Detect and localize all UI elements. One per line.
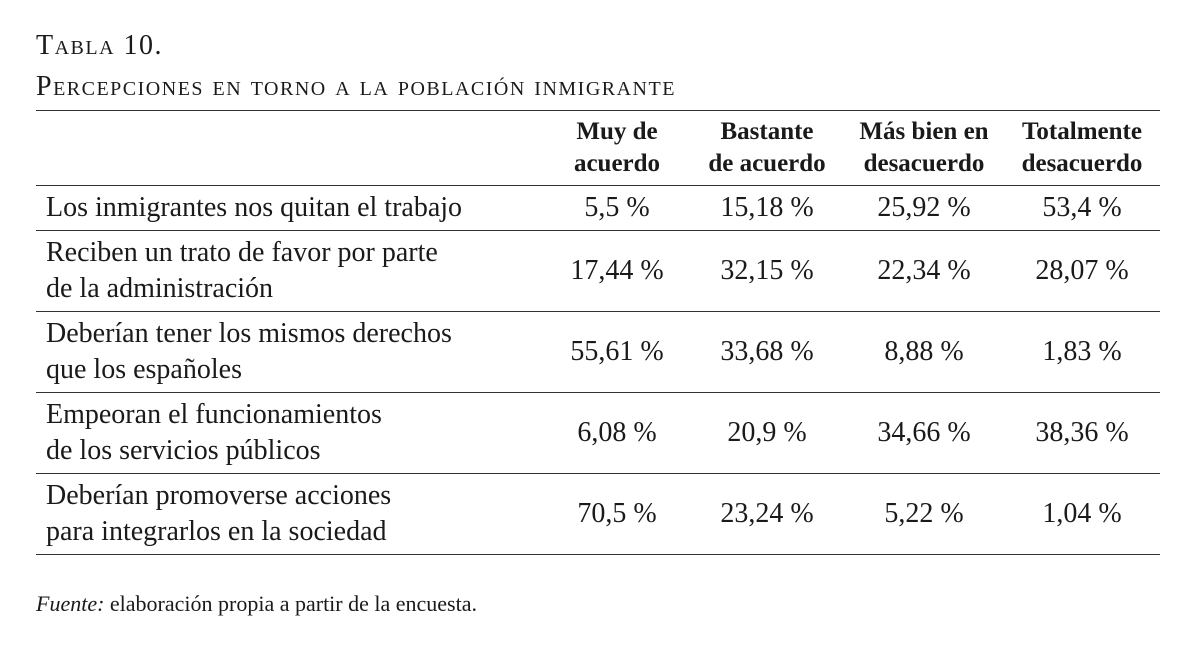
cell-bastante-de-acuerdo: 20,9 % <box>727 417 807 448</box>
cell-bastante-de-acuerdo: 32,15 % <box>720 255 814 286</box>
table-row <box>36 474 1160 555</box>
header-mas-bien-en-desacuerdo: Más bien en desacuerdo <box>859 118 989 177</box>
cell-mas-bien-en-desacuerdo: 22,34 % <box>877 255 971 286</box>
cell-mas-bien-en-desacuerdo: 25,92 % <box>877 192 971 223</box>
cell-bastante-de-acuerdo: 33,68 % <box>720 336 814 367</box>
cell-totalmente-desacuerdo: 28,07 % <box>1035 255 1129 286</box>
row-label: Los inmigrantes nos quitan el trabajo <box>46 192 463 223</box>
header-bastante-de-acuerdo: Bastante de acuerdo <box>708 118 826 177</box>
cell-muy-de-acuerdo: 55,61 % <box>570 336 664 367</box>
row-label: Deberían tener los mismos derechos que los españoles <box>46 318 452 385</box>
cell-bastante-de-acuerdo: 23,24 % <box>720 498 814 529</box>
perceptions-table <box>36 110 1160 555</box>
cell-totalmente-desacuerdo: 38,36 % <box>1035 417 1129 448</box>
row-label: Reciben un trato de favor por parte de la administración <box>46 237 438 304</box>
row-label: Deberían promoverse acciones para integrarlos en la sociedad <box>46 480 392 547</box>
table-row <box>36 186 1160 231</box>
table-row <box>36 393 1160 474</box>
table-title: Percepciones en torno a la población inmigrante <box>36 71 676 102</box>
table-source-note <box>36 591 477 617</box>
cell-mas-bien-en-desacuerdo: 5,22 % <box>884 498 964 529</box>
cell-muy-de-acuerdo: 6,08 % <box>577 417 657 448</box>
table-header-row <box>36 111 1160 186</box>
cell-muy-de-acuerdo: 5,5 % <box>584 192 650 223</box>
row-label: Empeoran el funcionamientos de los servicios públicos <box>46 399 382 466</box>
cell-mas-bien-en-desacuerdo: 8,88 % <box>884 336 964 367</box>
cell-muy-de-acuerdo: 70,5 % <box>577 498 657 529</box>
cell-bastante-de-acuerdo: 15,18 % <box>720 192 814 223</box>
header-totalmente-desacuerdo: Totalmente desacuerdo <box>1021 118 1143 177</box>
table-row <box>36 231 1160 312</box>
header-muy-de-acuerdo: Muy de acuerdo <box>573 118 661 177</box>
cell-totalmente-desacuerdo: 1,83 % <box>1042 336 1122 367</box>
source-text: elaboración propia a partir de la encuesta. <box>109 591 477 616</box>
cell-totalmente-desacuerdo: 53,4 % <box>1042 192 1122 223</box>
cell-muy-de-acuerdo: 17,44 % <box>570 255 664 286</box>
cell-mas-bien-en-desacuerdo: 34,66 % <box>877 417 971 448</box>
header-empty <box>36 111 544 186</box>
source-label: Fuente: <box>36 591 105 616</box>
cell-totalmente-desacuerdo: 1,04 % <box>1042 498 1122 529</box>
table-number: Tabla 10. <box>36 30 164 61</box>
table-row <box>36 312 1160 393</box>
